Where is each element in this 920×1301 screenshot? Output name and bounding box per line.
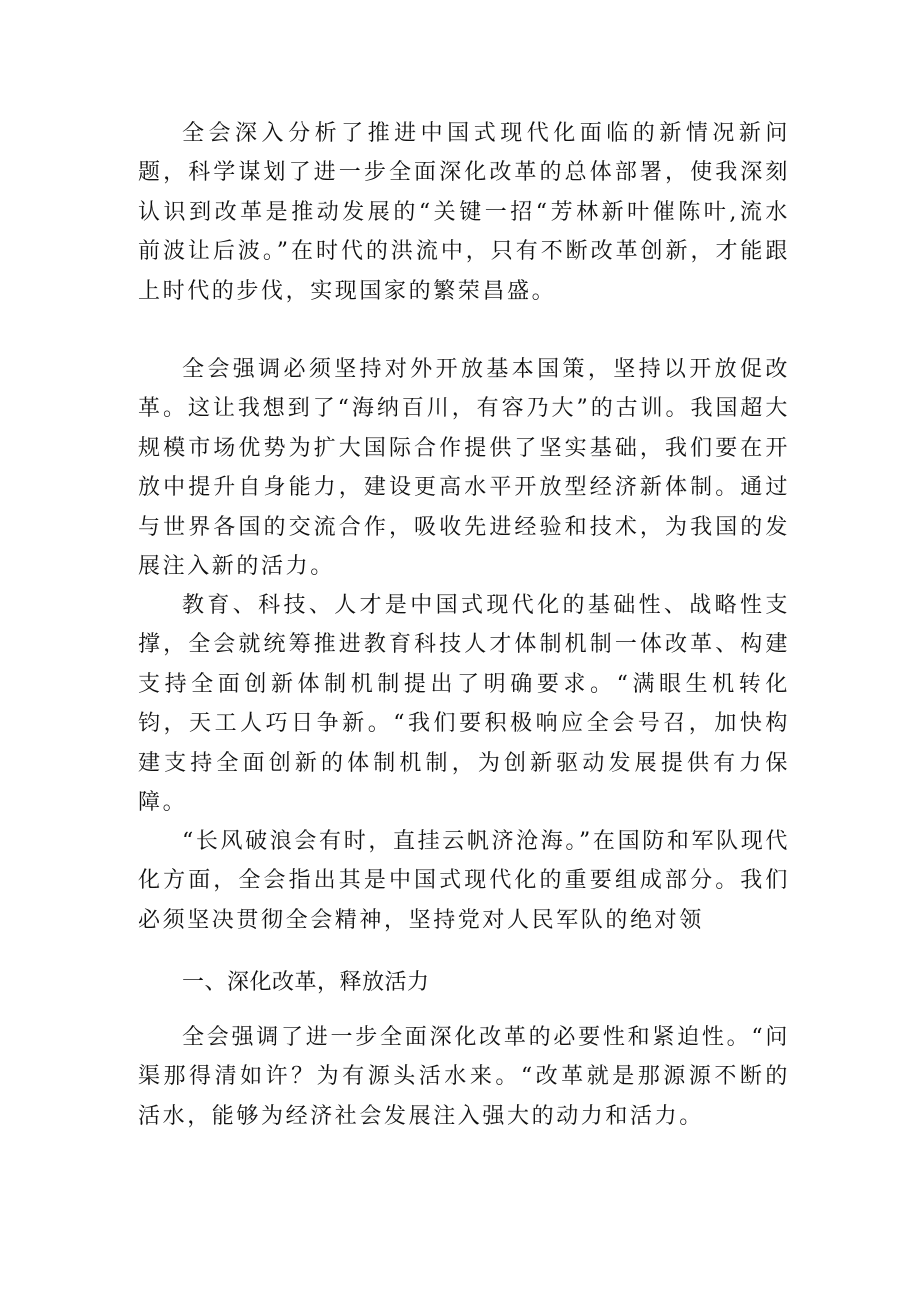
section-heading: 一、深化改革，释放活力 bbox=[182, 970, 430, 995]
body-paragraph: 全会强调必须坚持对外开放基本国策，坚持以开放促改革。这让我想到了“海纳百川，有容乃大”的古训。我国超大规模市场优势为扩大国际合作提供了坚实基础，我们要在开放中提升自身能力，建设更高水平开放型经济新体制。通过与世界各国的交流合作，吸收先进经验和技术，为我国的发展注入新的活力。 bbox=[138, 357, 790, 580]
section-paragraph: 全会强调了进一步全面深化改革的必要性和紧迫性。“问渠那得清如许？为有源头活水来。“改革就是那源源不断的活水，能够为经济社会发展注入强大的动力和活力。 bbox=[138, 1025, 790, 1129]
body-paragraph: “长风破浪会有时，直挂云帆济沧海。”在国防和军队现代化方面，全会指出其是中国式现代化的重要组成部分。我们必须坚决贯彻全会精神，坚持党对人民军队的绝对领 bbox=[138, 829, 790, 933]
body-paragraph: 教育、科技、人才是中国式现代化的基础性、战略性支撑，全会就统筹推进教育科技人才体制机制一体改革、构建支持全面创新体制机制提出了明确要求。“满眼生机转化钧，天工人巧日争新。“我们要积极响应全会号召，加快构建支持全面创新的体制机制，为创新驱动发展提供有力保障。 bbox=[138, 593, 790, 816]
body-paragraph: 全会深入分析了推进中国式现代化面临的新情况新问题，科学谋划了进一步全面深化改革的总体部署，使我深刻认识到改革是推动发展的“关键一招“芳林新叶催陈叶,流水前波让后波。”在时代的洪流中，只有不断改革创新，才能跟上时代的步伐，实现国家的繁荣昌盛。 bbox=[138, 121, 790, 304]
